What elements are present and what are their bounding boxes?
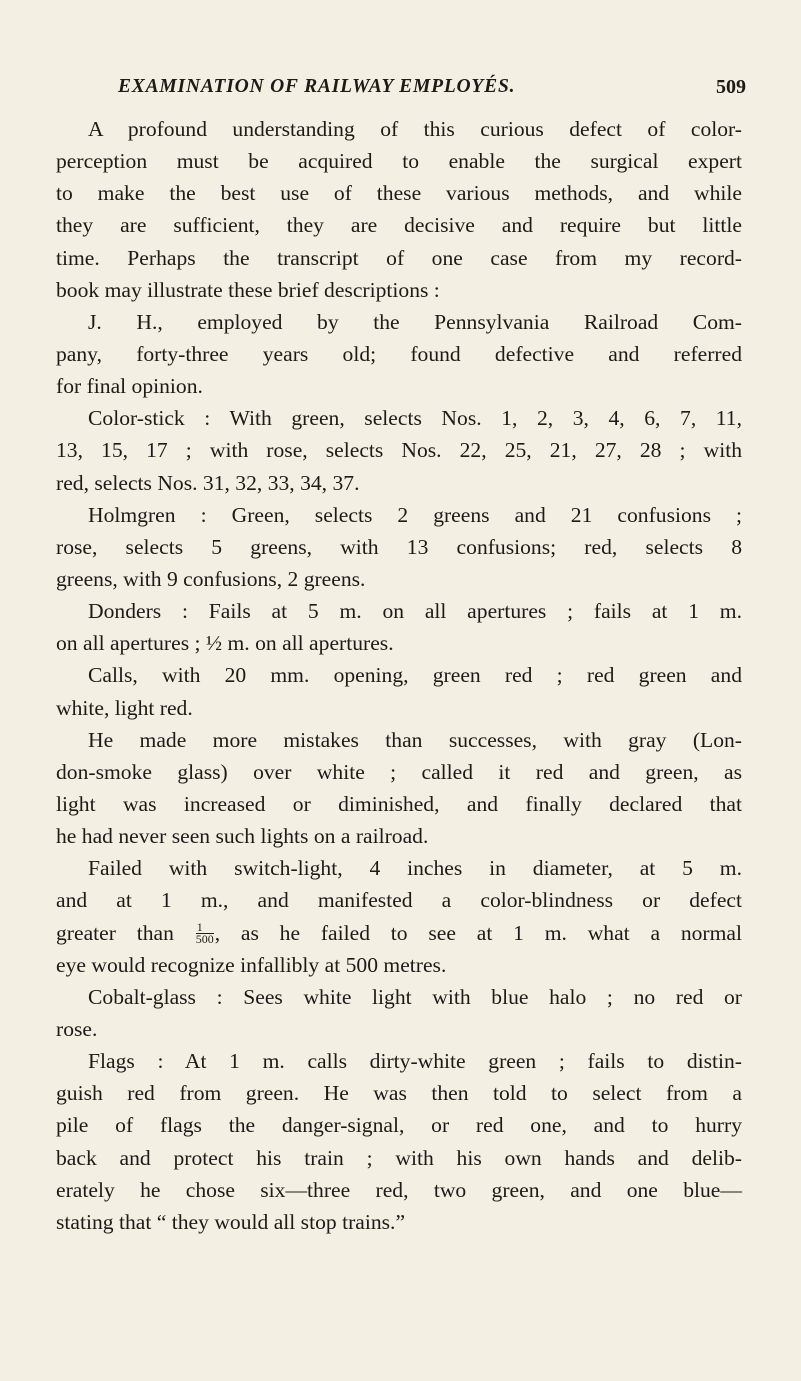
- text-line: [56, 756, 742, 788]
- text-line: [56, 274, 742, 306]
- text-line: [56, 434, 742, 466]
- line-text: Calls, with 20 mm. opening, green red ; red green and: [88, 663, 742, 688]
- running-head: [0, 76, 801, 106]
- text-line: [56, 145, 742, 177]
- text-line: [56, 692, 742, 724]
- line-text: rose.: [56, 1016, 98, 1041]
- text-line: [56, 177, 742, 209]
- text-line: [56, 113, 742, 145]
- text-line: [56, 209, 742, 241]
- running-title: EXAMINATION OF RAILWAY EMPLOYÉS.: [118, 76, 516, 97]
- text-line: [56, 917, 742, 949]
- line-text: for final opinion.: [56, 374, 203, 399]
- line-text: stating that “ they would all stop trains.”: [56, 1209, 406, 1234]
- line-text: erately he chose six—three red, two green, and one blue—: [56, 1177, 742, 1202]
- line-text: greens, with 9 confusions, 2 greens.: [56, 566, 366, 591]
- line-text: He made more mistakes than successes, with gray (Lon-: [88, 727, 742, 752]
- line-text: Failed with switch-light, 4 inches in diameter, at 5 m.: [88, 856, 742, 881]
- line-text: Holmgren : Green, selects 2 greens and 21 confusions ;: [88, 502, 742, 527]
- text-line: [56, 820, 742, 852]
- text-line: [56, 852, 742, 884]
- body-text: [56, 113, 742, 1238]
- fraction-denominator: 500: [195, 931, 214, 946]
- line-text: to make the best use of these various methods, and while: [56, 181, 742, 206]
- line-text: Color-stick : With green, selects Nos. 1, 2, 3, 4, 6, 7, 11,: [88, 406, 742, 431]
- line-text: they are sufficient, they are decisive and require but little: [56, 213, 742, 238]
- text-line: [56, 1206, 742, 1238]
- text-line: [56, 370, 742, 402]
- text-line: [56, 467, 742, 499]
- line-text: 13, 15, 17 ; with rose, selects Nos. 22, 25, 21, 27, 28 ; with: [56, 438, 742, 463]
- text-line: [56, 499, 742, 531]
- line-text: Flags : At 1 m. calls dirty-white green ; fails to distin-: [88, 1049, 742, 1074]
- line-text: guish red from green. He was then told to select from a: [56, 1081, 742, 1106]
- line-text: rose, selects 5 greens, with 13 confusions; red, selects 8: [56, 534, 742, 559]
- fraction-numerator: 1: [196, 922, 214, 934]
- text-line: [56, 1109, 742, 1141]
- text-line: [56, 402, 742, 434]
- text-line: [56, 659, 742, 691]
- text-line: [56, 306, 742, 338]
- line-text: pany, forty-three years old; found defective and referred: [56, 341, 742, 366]
- text-line: [56, 531, 742, 563]
- line-text: and at 1 m., and manifested a color-blindness or defect: [56, 888, 742, 913]
- text-line: [56, 1142, 742, 1174]
- line-text: A profound understanding of this curious defect of color-: [88, 117, 742, 141]
- text-line: [56, 1174, 742, 1206]
- text-line: [56, 1013, 742, 1045]
- text-line: [56, 595, 742, 627]
- text-line: [56, 788, 742, 820]
- line-text: light was increased or diminished, and finally declared that: [56, 791, 742, 816]
- text-line: [56, 563, 742, 595]
- text-line: [56, 1077, 742, 1109]
- line-text: on all apertures ; ½ m. on all apertures.: [56, 631, 394, 656]
- line-text: pile of flags the danger-signal, or red one, and to hurry: [56, 1113, 742, 1138]
- line-text: Cobalt-glass : Sees white light with blue halo ; no red or: [88, 984, 742, 1009]
- fraction: [195, 919, 214, 946]
- line-text: don-smoke glass) over white ; called it red and green, as: [56, 759, 742, 784]
- line-text-after: , as he failed to see at 1 m. what a normal: [214, 920, 742, 945]
- line-text: back and protect his train ; with his own hands and delib-: [56, 1145, 742, 1170]
- text-line: [56, 884, 742, 916]
- line-text: J. H., employed by the Pennsylvania Railroad Com-: [88, 309, 742, 334]
- page-number: 509: [716, 76, 746, 98]
- line-text: white, light red.: [56, 695, 193, 720]
- text-line: [56, 949, 742, 981]
- line-text: eye would recognize infallibly at 500 metres.: [56, 952, 447, 977]
- text-line: [56, 724, 742, 756]
- line-text: time. Perhaps the transcript of one case from my record-: [56, 245, 742, 270]
- line-text: perception must be acquired to enable the surgical expert: [56, 149, 742, 174]
- line-text: red, selects Nos. 31, 32, 33, 34, 37.: [56, 470, 360, 495]
- text-line: [56, 627, 742, 659]
- text-line: [56, 338, 742, 370]
- text-line: [56, 1045, 742, 1077]
- text-line: [56, 981, 742, 1013]
- line-text: book may illustrate these brief descriptions :: [56, 277, 440, 302]
- line-text-before: greater than: [56, 920, 195, 945]
- text-line: [56, 242, 742, 274]
- line-text: Donders : Fails at 5 m. on all apertures ; fails at 1 m.: [88, 599, 742, 624]
- line-text: he had never seen such lights on a railroad.: [56, 824, 429, 849]
